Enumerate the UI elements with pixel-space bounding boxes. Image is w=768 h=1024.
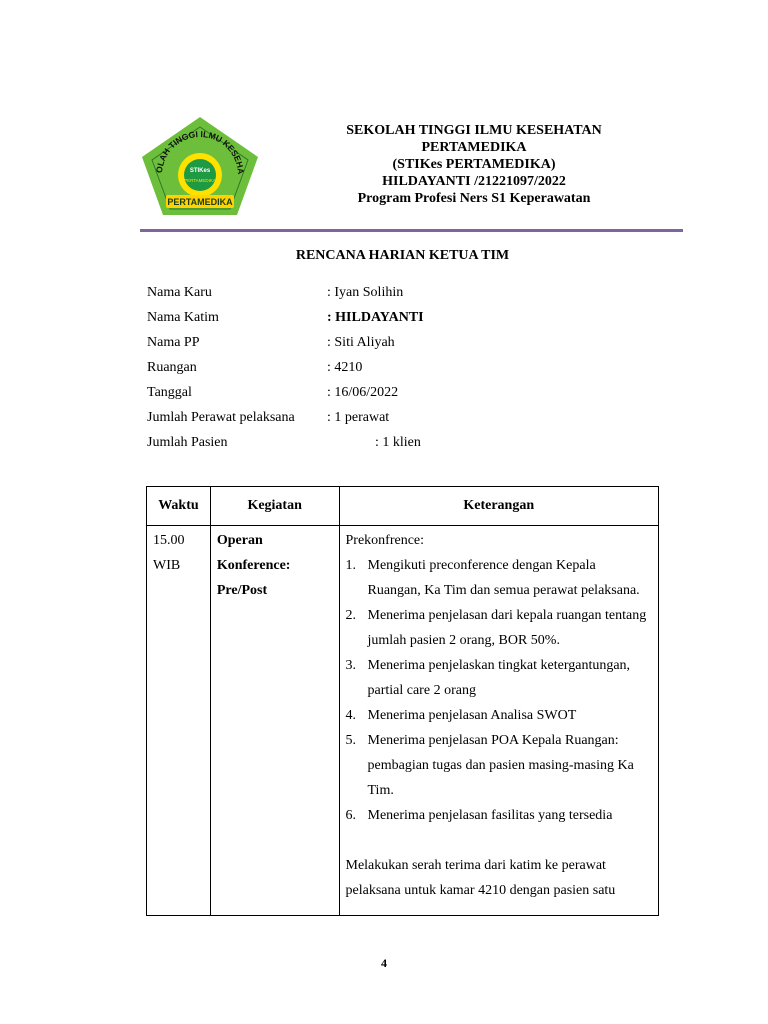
list-item	[346, 703, 653, 728]
table-row	[147, 526, 659, 916]
info-value: : 4210	[327, 360, 363, 375]
info-label: Ruangan	[147, 360, 197, 375]
info-row-perawat	[147, 408, 667, 433]
info-row-pasien	[147, 433, 667, 458]
time-value: 15.00	[153, 533, 185, 548]
time-cell	[147, 526, 211, 916]
info-value: : 1 perawat	[327, 410, 390, 425]
schedule-table	[146, 486, 659, 916]
activity-line: Konference:	[216, 558, 291, 573]
info-value: : HILDAYANTI	[327, 310, 424, 325]
activity-line: Pre/Post	[216, 583, 268, 598]
list-item	[346, 603, 653, 653]
list-number: 5.	[345, 733, 356, 748]
info-label: Nama PP	[147, 335, 200, 350]
list-text: Menerima penjelasan fasilitas yang tersedia	[367, 808, 613, 823]
notes-heading: Prekonfrence:	[345, 533, 425, 548]
column-header-kegiatan: Kegiatan	[210, 487, 339, 526]
info-label: Jumlah Pasien	[147, 435, 228, 450]
info-row-karu	[147, 283, 667, 308]
logo-arc-text: OLAH TINGGI ILMU KESEHA	[153, 128, 247, 175]
notes-paragraph: Melakukan serah terima dari katim ke perawat pelaksana untuk kamar 4210 dengan pasien satu	[345, 858, 616, 898]
list-item	[346, 728, 653, 803]
header-line-1: SEKOLAH TINGGI ILMU KESEHATAN	[346, 123, 602, 138]
page-number: 4	[381, 956, 387, 970]
list-text: Menerima penjelasan Analisa SWOT	[367, 708, 577, 723]
list-text: Menerima penjelaskan tingkat ketergantungan, partial care 2 orang	[367, 658, 631, 698]
info-label: Nama Karu	[147, 285, 212, 300]
header-line-3: (STIKes PERTAMEDIKA)	[392, 157, 556, 172]
info-row-tanggal	[147, 383, 667, 408]
list-text: Mengikuti preconference dengan Kepala Ruangan, Ka Tim dan semua perawat pelaksana.	[367, 558, 640, 598]
list-item	[346, 653, 653, 703]
info-value: : Siti Aliyah	[327, 335, 395, 350]
list-number: 4.	[345, 708, 356, 723]
logo-ring-text: PERTAMEDIKA	[184, 178, 216, 183]
header-line-4: HILDAYANTI /21221097/2022	[382, 174, 566, 189]
list-item	[346, 553, 653, 603]
logo-inner-circle	[184, 159, 216, 191]
header-line-5: Program Profesi Ners S1 Keperawatan	[357, 191, 591, 206]
notes-cell	[339, 526, 659, 916]
info-label: Jumlah Perawat pelaksana	[147, 410, 295, 425]
document-title: RENCANA HARIAN KETUA TIM	[295, 248, 510, 263]
list-text: Menerima penjelasan dari kepala ruangan tentang jumlah pasien 2 orang, BOR 50%.	[367, 608, 647, 648]
list-item	[346, 803, 653, 828]
header-line-2: PERTAMEDIKA	[421, 140, 527, 155]
list-number: 2.	[345, 608, 356, 623]
info-value: : 1 klien	[375, 435, 421, 450]
header-divider	[140, 229, 683, 232]
info-block	[147, 283, 667, 458]
institution-header	[300, 122, 648, 207]
list-text: Menerima penjelasan POA Kepala Ruangan: pembagian tugas dan pasien masing-masing Ka Tim.	[367, 733, 634, 798]
time-unit: WIB	[153, 558, 181, 573]
info-row-pp	[147, 333, 667, 358]
activity-cell	[210, 526, 339, 916]
logo-banner-text: PERTAMEDIKA	[167, 197, 233, 207]
info-row-katim	[147, 308, 667, 333]
table-header-row	[147, 487, 659, 526]
logo-center-text: STIKes	[189, 168, 211, 174]
info-label: Nama Katim	[147, 310, 219, 325]
list-number: 6.	[345, 808, 356, 823]
info-value: : 16/06/2022	[327, 385, 399, 400]
column-header-keterangan: Keterangan	[339, 487, 659, 526]
info-row-ruangan	[147, 358, 667, 383]
activity-line: Operan	[216, 533, 263, 548]
list-number: 3.	[345, 658, 356, 673]
school-logo	[140, 115, 260, 217]
info-label: Tanggal	[147, 385, 192, 400]
list-number: 1.	[345, 558, 356, 573]
column-header-waktu: Waktu	[147, 487, 211, 526]
info-value: : Iyan Solihin	[327, 285, 404, 300]
